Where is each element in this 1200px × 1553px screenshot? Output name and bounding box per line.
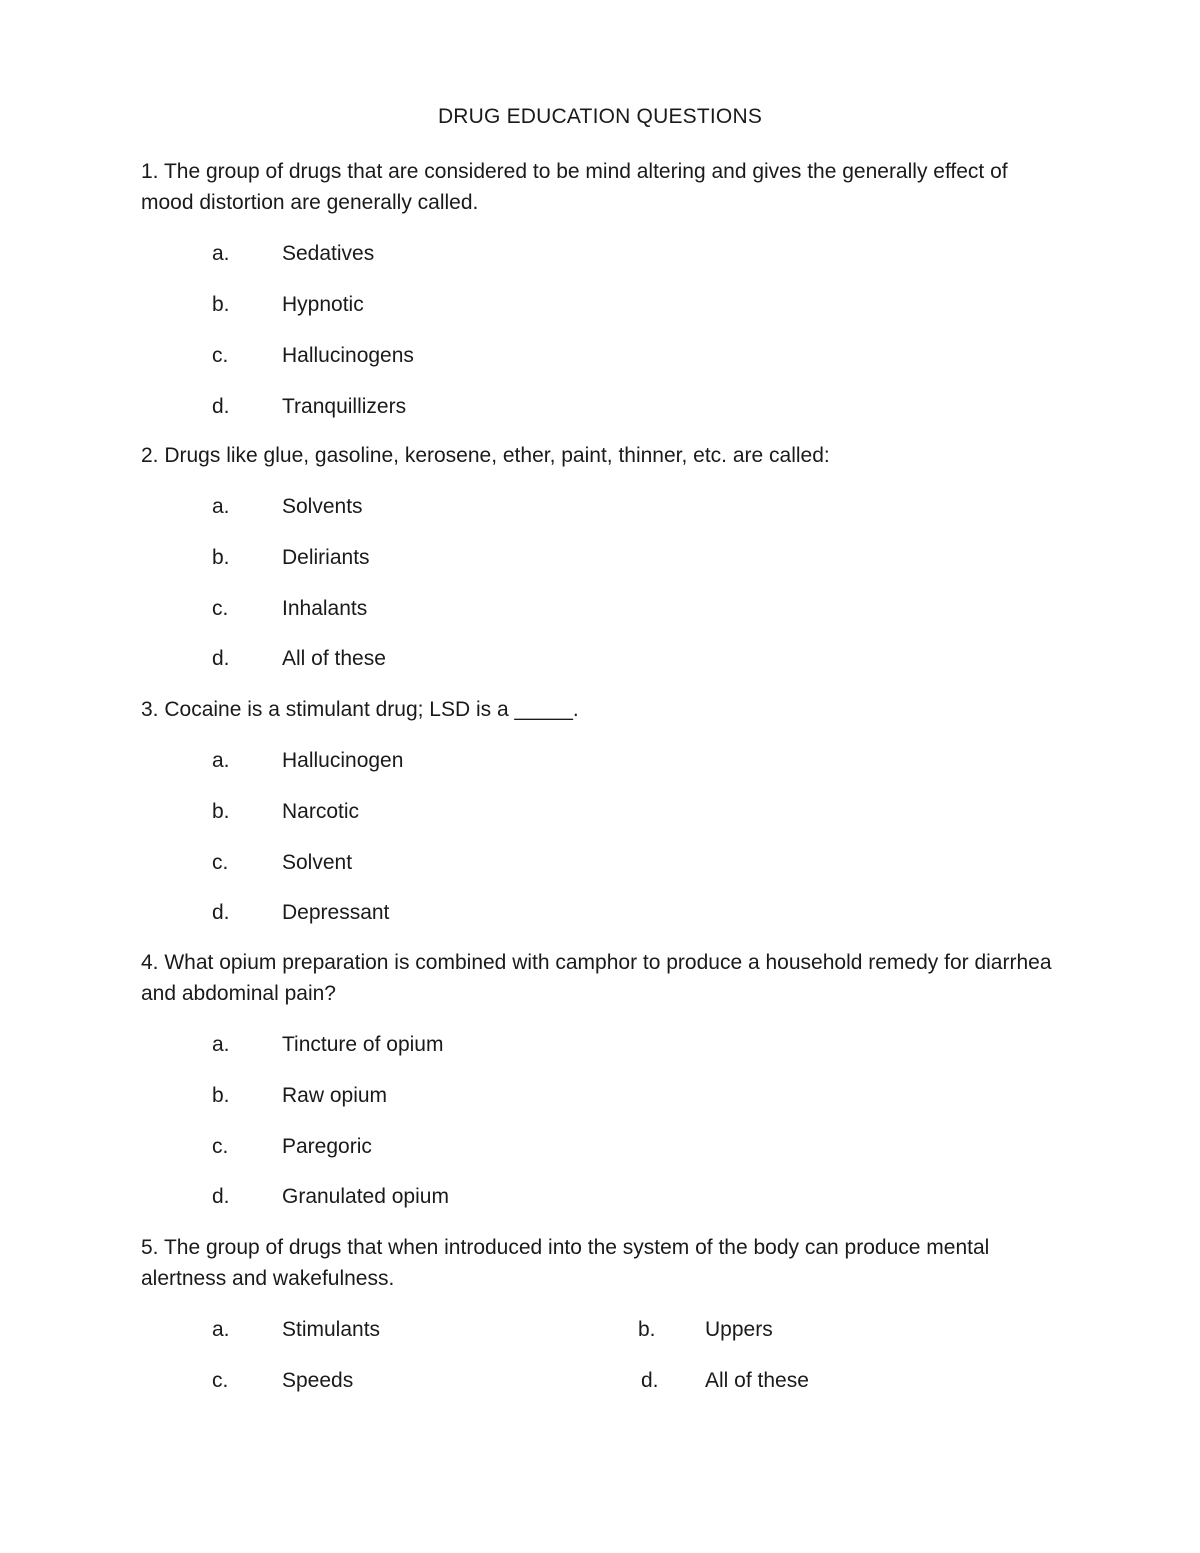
option-text: Depressant	[282, 901, 390, 924]
option-text: Sedatives	[282, 242, 375, 265]
option-letter: a.	[212, 495, 230, 518]
question-4: 4. What opium preparation is combined with camphor to produce a household remedy for diarrhea and abdominal pain?	[141, 951, 1052, 1005]
option-letter: b.	[638, 1318, 656, 1341]
option-letter: c.	[212, 597, 229, 620]
option-letter: a.	[212, 242, 230, 265]
document-title: DRUG EDUCATION QUESTIONS	[437, 105, 763, 128]
option-letter: d.	[212, 1185, 230, 1208]
option-letter: a.	[212, 749, 230, 772]
question-2: 2. Drugs like glue, gasoline, kerosene, ether, paint, thinner, etc. are called:	[141, 444, 830, 467]
option-text: Tranquillizers	[282, 395, 407, 418]
option-letter: d.	[212, 901, 230, 924]
option-text: All of these	[705, 1369, 809, 1392]
option-text: Hypnotic	[282, 293, 364, 316]
option-text: Paregoric	[282, 1135, 372, 1158]
option-letter: b.	[212, 1084, 230, 1107]
option-text: Hallucinogen	[282, 749, 404, 772]
question-5: 5. The group of drugs that when introduced into the system of the body can produce mental alertness and wakefulness.	[141, 1236, 990, 1290]
question-1: 1. The group of drugs that are considered to be mind altering and gives the generally effect of mood distortion are generally called.	[141, 160, 1008, 214]
option-text: Hallucinogens	[282, 344, 414, 367]
option-text: Solvents	[282, 495, 363, 518]
option-text: Inhalants	[282, 597, 368, 620]
option-text: Uppers	[705, 1318, 773, 1341]
option-letter: b.	[212, 293, 230, 316]
option-letter: a.	[212, 1318, 230, 1341]
option-text: Raw opium	[282, 1084, 388, 1107]
option-letter: a.	[212, 1033, 230, 1056]
option-text: Stimulants	[282, 1318, 381, 1341]
option-text: Narcotic	[282, 800, 360, 823]
option-letter: c.	[212, 851, 229, 874]
option-text: Granulated opium	[282, 1185, 449, 1208]
option-text: Speeds	[282, 1369, 354, 1392]
option-letter: b.	[212, 546, 230, 569]
option-letter: d.	[641, 1369, 659, 1392]
option-letter: b.	[212, 800, 230, 823]
option-text: Tincture of opium	[282, 1033, 444, 1056]
option-letter: d.	[212, 395, 230, 418]
option-letter: c.	[212, 1369, 229, 1392]
option-text: Deliriants	[282, 546, 370, 569]
question-3: 3. Cocaine is a stimulant drug; LSD is a _____.	[141, 698, 579, 721]
option-text: Solvent	[282, 851, 353, 874]
option-letter: c.	[212, 1135, 229, 1158]
option-letter: c.	[212, 344, 229, 367]
option-text: All of these	[282, 647, 386, 670]
option-letter: d.	[212, 647, 230, 670]
